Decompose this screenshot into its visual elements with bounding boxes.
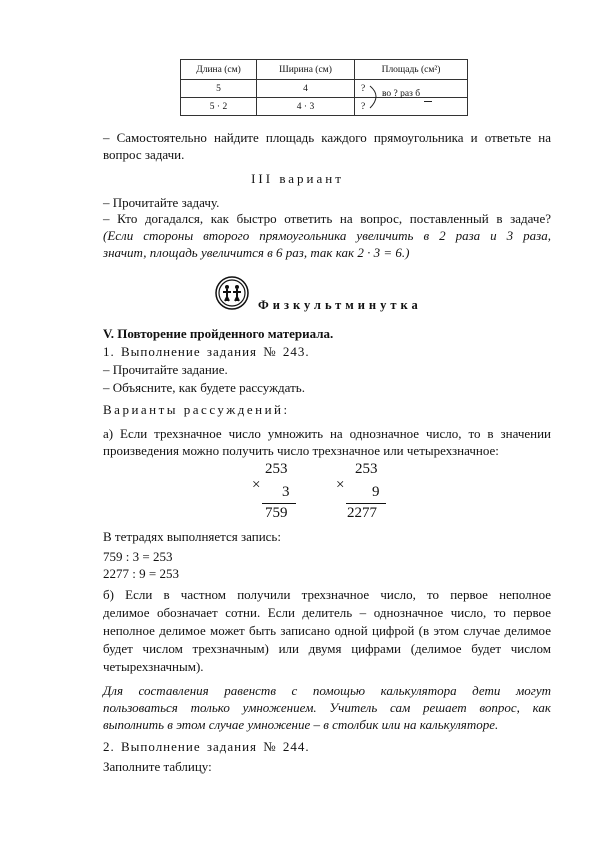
table-annotation: во ? раз б <box>382 89 421 99</box>
text-line: делимое обозначает сотни. Если делитель – однозначное число, то первое <box>103 605 551 620</box>
italic-line: значит, площадь увеличится в 6 раз, так как 2 · 3 = 6.) <box>103 245 410 260</box>
table-cell-value: ? <box>361 83 366 94</box>
table-header-cell: Длина (см) <box>181 60 257 80</box>
text-line: В тетрадях выполняется запись: <box>103 529 281 544</box>
table-cell: 4 <box>257 80 355 98</box>
multiply-sign: × <box>252 477 261 493</box>
table-header-cell: Ширина (см) <box>257 60 355 80</box>
table-cell: 4 · 3 <box>257 98 355 116</box>
calc1-rule <box>262 503 296 504</box>
task-heading: 1. Выполнение задания № 243. <box>103 344 310 359</box>
variant-heading: III вариант <box>251 171 344 186</box>
text-line: вопрос задачи. <box>103 147 185 162</box>
table-cell: 5 · 2 <box>181 98 257 116</box>
text-line: – Самостоятельно найдите площадь каждого прямоугольника и ответьте на <box>103 130 551 145</box>
italic-line: выполнить в этом случае умножение – в столбик или на калькуляторе. <box>103 717 499 732</box>
calc1-result: 759 <box>265 505 288 521</box>
task-heading: 2. Выполнение задания № 244. <box>103 739 310 754</box>
calc1-top: 253 <box>265 461 288 477</box>
equation: 2277 : 9 = 253 <box>103 566 179 581</box>
text-line: а) Если трехзначное число умножить на однозначное число, то в значении <box>103 426 551 441</box>
multiply-sign: × <box>336 477 345 493</box>
exercise-figures-icon <box>214 275 250 311</box>
text-line: произведения можно получить число трехзначное или четырехзначное: <box>103 443 499 458</box>
variants-heading: Варианты рассуждений: <box>103 402 290 417</box>
calc2-multiplier: 9 <box>372 484 380 500</box>
underline-mark <box>424 101 432 102</box>
calc1-multiplier: 3 <box>282 484 290 500</box>
calc2-result: 2277 <box>347 505 377 521</box>
text-line: четырехзначным). <box>103 659 204 674</box>
table-header-cell: Площадь (см²) <box>355 60 468 80</box>
text-line: – Кто догадался, как быстро ответить на вопрос, поставленный в задаче? <box>103 211 551 226</box>
table-cell: 5 <box>181 80 257 98</box>
section-heading: V. Повторение пройденного материала. <box>103 326 334 341</box>
text-line: – Прочитайте задачу. <box>103 195 220 210</box>
text-line: – Объясните, как будете рассуждать. <box>103 380 305 395</box>
italic-line: Для составления равенств с помощью калькулятора дети могут <box>103 683 551 698</box>
text-line: б) Если в частном получили трехзначное число, то первое неполное <box>103 587 551 602</box>
text-line: будет числом трехзначным) или двумя цифрами (делимое будет числом <box>103 641 551 656</box>
calc2-rule <box>346 503 386 504</box>
table-row <box>181 80 468 98</box>
table-header-row <box>181 60 468 80</box>
text-line: – Прочитайте задание. <box>103 362 228 377</box>
text-line: неполное делимое может быть записано одной цифрой (в этом случае делимое <box>103 623 551 638</box>
text-line: Заполните таблицу: <box>103 759 212 774</box>
area-table <box>180 59 468 116</box>
italic-line: пользоваться только умножением. Учитель сам решает вопрос, как <box>103 700 551 715</box>
table-cell-value: ? <box>361 101 366 112</box>
equation: 759 : 3 = 253 <box>103 549 173 564</box>
italic-line: (Если стороны второго прямоугольника увеличить в 2 раза и 3 раза, <box>103 228 551 243</box>
fizkult-heading: Физкультминутка <box>258 298 422 312</box>
calc2-top: 253 <box>355 461 378 477</box>
